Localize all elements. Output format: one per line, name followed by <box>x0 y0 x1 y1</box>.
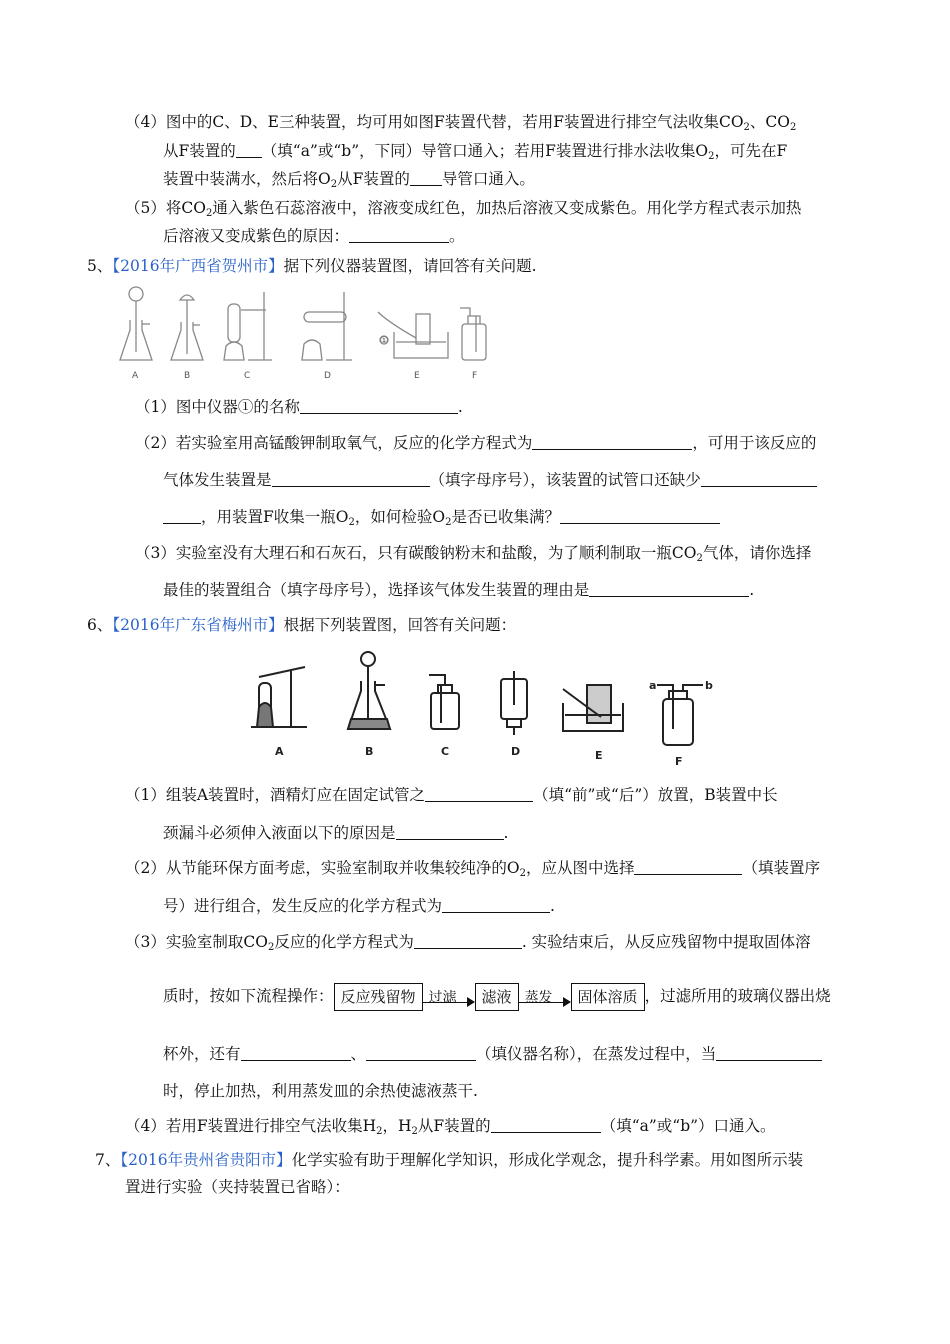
flow-step-residue: 反应残留物 <box>334 983 423 1011</box>
subscript: 2 <box>790 122 797 133</box>
q6-part-4 <box>125 1115 776 1137</box>
text: . <box>749 581 755 599</box>
subscript: 2 <box>445 517 452 528</box>
answer-blank[interactable] <box>634 858 742 875</box>
figure-label: B <box>365 745 374 758</box>
q4-5-line-1 <box>125 197 801 219</box>
subscript: 2 <box>411 1126 418 1137</box>
q5-part-2-line-2 <box>163 469 817 491</box>
apparatus-d <box>501 671 527 735</box>
text: （填“a”或“b”，下同）导管口通入；若用F装置进行排水法收集O <box>261 142 709 160</box>
answer-blank[interactable] <box>300 397 458 414</box>
question-stem: 化学实验有助于理解化学知识，形成化学观念，提升科学素。用如图所示装 <box>291 1151 804 1169</box>
text: . <box>550 897 555 915</box>
text: 质时，按如下流程操作： <box>163 987 334 1005</box>
subscript: 2 <box>519 868 526 879</box>
text: 装置中装满水，然后将O <box>163 170 331 188</box>
apparatus-c <box>224 292 272 360</box>
text: ，应从图中选择 <box>525 859 635 877</box>
figure-label: C <box>244 371 251 381</box>
text: （3）实验室制取CO <box>125 933 268 951</box>
q4-5-line-2 <box>163 225 465 247</box>
q6-part-3-line-3 <box>163 1043 822 1065</box>
subscript: 2 <box>330 179 338 190</box>
question-stem: 据下列仪器装置图，请回答有关问题. <box>283 257 537 275</box>
text: 最佳的装置组合（填字母序号），选择该气体发生装置的理由是 <box>163 581 590 599</box>
figure-label: B <box>184 371 191 381</box>
answer-blank[interactable] <box>410 169 442 186</box>
text: 颈漏斗必须伸入液面以下的原因是 <box>163 824 396 842</box>
q5-part-1 <box>135 396 463 418</box>
q6-part-3-line-2 <box>163 976 831 1016</box>
figure-label: E <box>414 371 420 381</box>
answer-blank[interactable] <box>272 470 430 487</box>
flow-arrow-filter <box>423 984 475 1010</box>
figure-label: A <box>275 745 284 758</box>
q4-line-1 <box>125 111 796 133</box>
text: 杯外，还有 <box>163 1045 241 1063</box>
text: 置进行实验（夹持装置已省略）： <box>125 1178 350 1196</box>
text: 从F装置的 <box>417 1117 491 1135</box>
answer-blank[interactable] <box>491 1116 601 1133</box>
apparatus-f <box>657 685 703 745</box>
q5-part-2-line-1 <box>135 432 816 454</box>
text: （3）实验室没有大理石和石灰石，只有碳酸钠粉末和盐酸，为了顺利制取一瓶CO <box>135 544 697 562</box>
question-source: 【2016年贵州省贵阳市】 <box>120 1151 292 1169</box>
text: 从F装置的 <box>163 142 236 160</box>
question-source: 【2016年广东省梅州市】 <box>112 616 284 634</box>
answer-blank[interactable] <box>532 433 692 450</box>
text: （填“前”或“后”）放置，B装置中长 <box>533 786 778 804</box>
apparatus-a <box>251 667 307 727</box>
text: 气体发生装置是 <box>163 471 272 489</box>
question-number: 7、 <box>95 1151 121 1169</box>
text: 、 <box>350 1045 367 1063</box>
q4-line-2 <box>163 140 787 162</box>
figure-label: C <box>441 745 450 758</box>
subscript: 2 <box>205 208 213 219</box>
text: 气体，请你选择 <box>702 544 812 562</box>
answer-blank[interactable] <box>414 932 522 949</box>
apparatus-b <box>348 652 390 729</box>
text: 时，停止加热，利用蒸发皿的余热使滤液蒸干. <box>163 1082 478 1100</box>
text: （2）从节能环保方面考虑，实验室制取并收集较纯净的O <box>125 859 520 877</box>
figure-mark: ① <box>380 336 389 346</box>
text: ，H <box>382 1117 412 1135</box>
subscript: 2 <box>348 517 355 528</box>
answer-blank[interactable] <box>236 141 262 158</box>
text: 是否已收集满？ <box>451 508 560 526</box>
text: （填“a”或“b”）口通入。 <box>600 1117 776 1135</box>
text: . <box>457 398 463 416</box>
flow-step-filtrate: 滤液 <box>475 983 519 1011</box>
text: （2）若实验室用高锰酸钾制取氧气，反应的化学方程式为 <box>135 434 533 452</box>
port-label-a: a <box>649 679 657 692</box>
text: 后溶液又变成紫色的原因： <box>163 227 350 245</box>
question-stem: 根据下列装置图，回答有关问题： <box>283 616 517 634</box>
text: 、CO <box>749 113 790 131</box>
apparatus-e <box>563 685 623 731</box>
q6-part-3-line-1 <box>125 931 811 953</box>
figure-label: D <box>324 371 331 381</box>
apparatus-e <box>378 312 448 358</box>
q5-header <box>87 255 537 277</box>
text: （填字母序号），该装置的试管口还缺少 <box>429 471 701 489</box>
text: （1）图中仪器①的名称 <box>135 398 300 416</box>
answer-blank[interactable] <box>701 470 817 487</box>
apparatus-d <box>302 292 352 360</box>
subscript: 2 <box>696 553 703 564</box>
text: 从F装置的 <box>337 170 410 188</box>
apparatus-a <box>120 287 152 360</box>
apparatus-c <box>429 675 459 729</box>
subscript: 2 <box>376 1126 383 1137</box>
question-number: 5、 <box>87 257 113 275</box>
text: 反应的化学方程式为 <box>274 933 414 951</box>
text: （1）组装A装置时，酒精灯应在固定试管之 <box>125 786 426 804</box>
q7-header <box>95 1149 803 1171</box>
answer-blank[interactable] <box>716 1044 822 1061</box>
text: ，可先在F <box>714 142 788 160</box>
answer-blank[interactable] <box>425 785 533 802</box>
answer-blank[interactable] <box>366 1044 476 1061</box>
answer-blank[interactable] <box>163 507 201 524</box>
figure-label: E <box>595 749 603 762</box>
apparatus-f <box>460 308 486 360</box>
subscript: 2 <box>743 122 750 133</box>
q7-line-2 <box>125 1176 350 1198</box>
q6-part-2-line-1 <box>125 857 820 879</box>
flow-arrow-evaporate <box>519 984 571 1010</box>
figure-label: F <box>675 755 683 768</box>
figure-label: A <box>132 371 139 381</box>
port-label-b: b <box>705 679 713 692</box>
question-number: 6、 <box>87 616 113 634</box>
text: . 实验结束后，从反应残留物中提取固体溶 <box>521 933 811 951</box>
answer-blank[interactable] <box>349 226 449 243</box>
figure-label: D <box>511 745 521 758</box>
answer-blank[interactable] <box>442 896 550 913</box>
text: （填仪器名称），在蒸发过程中，当 <box>476 1045 717 1063</box>
answer-blank[interactable] <box>589 580 749 597</box>
flow-op-label: 过滤 <box>428 990 457 1006</box>
q6-part-3-line-4 <box>163 1080 478 1102</box>
text: 导管口通入。 <box>441 170 535 188</box>
text: ，如何检验O <box>354 508 446 526</box>
answer-blank[interactable] <box>560 507 720 524</box>
q6-part-1-line-1 <box>125 784 778 806</box>
flow-step-solid-solute: 固体溶质 <box>571 983 645 1011</box>
text: ，可用于该反应的 <box>692 434 817 452</box>
text: ，过滤所用的玻璃仪器出烧 <box>644 987 831 1005</box>
answer-blank[interactable] <box>241 1044 351 1061</box>
q5-part-3-line-2 <box>163 579 754 601</box>
question-source: 【2016年广西省贺州市】 <box>112 257 284 275</box>
text: （5）将CO <box>125 199 206 217</box>
q6-part-2-line-2 <box>163 895 555 917</box>
text: 。 <box>449 227 465 245</box>
apparatus-b <box>171 295 203 360</box>
answer-blank[interactable] <box>396 823 504 840</box>
text: （填装置序 <box>742 859 820 877</box>
q6-apparatus-figure <box>245 645 715 770</box>
text: （4）若用F装置进行排空气法收集H <box>125 1117 377 1135</box>
q5-part-2-line-3 <box>163 506 720 528</box>
text: 通入紫色石蕊溶液中，溶液变成红色，加热后溶液又变成紫色。用化学方程式表示加热 <box>212 199 802 217</box>
q6-part-1-line-2 <box>163 822 508 844</box>
figure-label: F <box>472 371 478 381</box>
subscript: 2 <box>267 942 275 953</box>
text: ，用装置F收集一瓶O <box>201 508 349 526</box>
flow-op-label: 蒸发 <box>524 990 553 1006</box>
q4-line-3 <box>163 168 535 190</box>
q5-part-3-line-1 <box>135 542 811 564</box>
subscript: 2 <box>708 151 715 162</box>
q6-header <box>87 614 516 636</box>
q5-apparatus-figure <box>116 282 496 382</box>
text: （4）图中的C、D、E三种装置，均可用如图F装置代替，若用F装置进行排空气法收集CO <box>125 113 744 131</box>
text: . <box>503 824 509 842</box>
text: 号）进行组合，发生反应的化学方程式为 <box>163 897 443 915</box>
